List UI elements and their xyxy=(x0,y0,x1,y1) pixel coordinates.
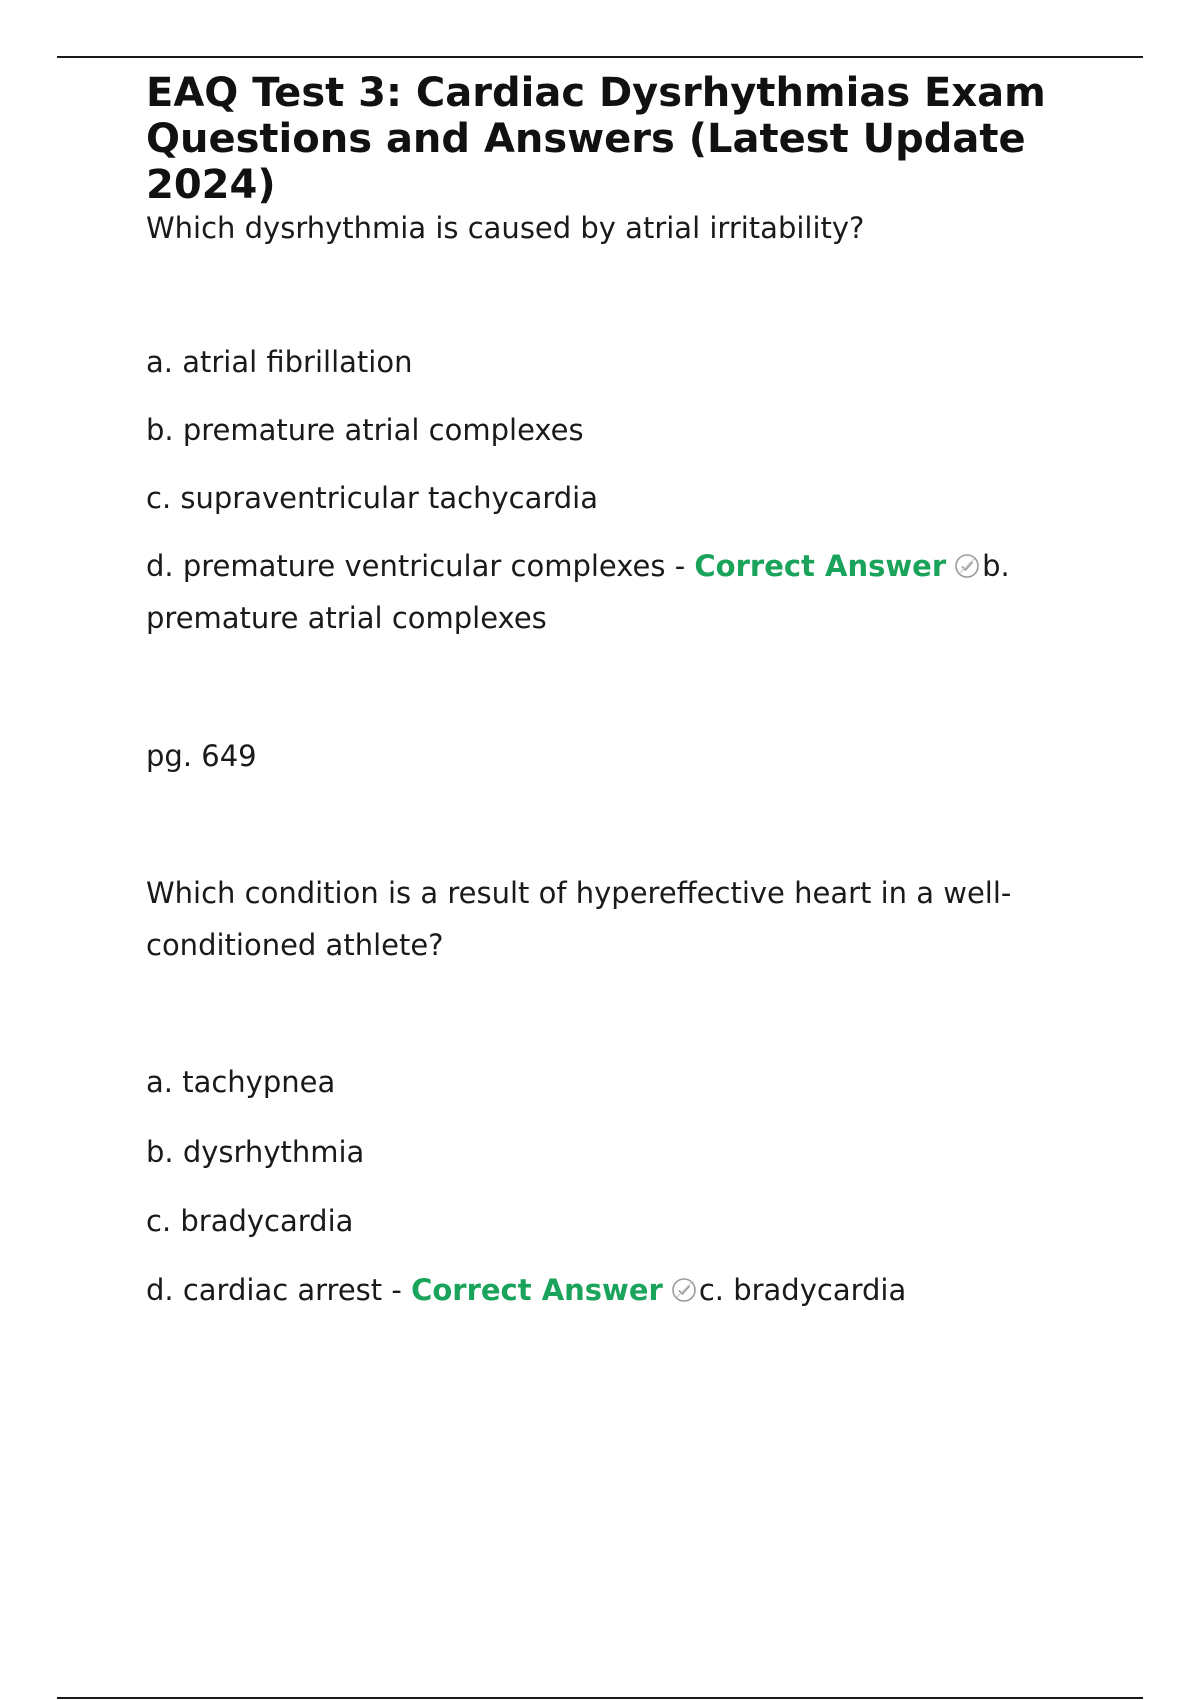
question-2-option-d-with-answer xyxy=(146,1264,1076,1316)
question-1-option-d-with-answer xyxy=(146,540,1076,644)
check-circle-icon xyxy=(671,1277,697,1303)
check-circle-icon xyxy=(954,553,980,579)
question-1-option-d: d. premature ventricular complexes - xyxy=(146,549,695,583)
correct-answer-text: b. premature atrial complexes xyxy=(146,549,1010,635)
question-2-prompt: Which condition is a result of hypereffective heart in a well-conditioned athlete? xyxy=(146,876,1012,962)
question-2-option-c: c. bradycardia xyxy=(146,1204,354,1238)
question-2-option-a: a. tachypnea xyxy=(146,1065,336,1099)
correct-answer-text: c. bradycardia xyxy=(698,1273,907,1307)
bottom-rule xyxy=(57,1697,1143,1699)
document-title: EAQ Test 3: Cardiac Dysrhythmias Exam Questions and Answers (Latest Update 2024) xyxy=(146,70,1046,208)
document-body xyxy=(146,70,1076,1316)
top-rule xyxy=(57,56,1143,58)
question-2-option-d: d. cardiac arrest - xyxy=(146,1273,412,1307)
question-1-option-a: a. atrial fibrillation xyxy=(146,345,413,379)
question-2-option-b: b. dysrhythmia xyxy=(146,1135,365,1169)
question-1-option-b: b. premature atrial complexes xyxy=(146,413,584,447)
correct-answer-label: Correct Answer xyxy=(694,549,947,583)
correct-answer-label: Correct Answer xyxy=(411,1273,663,1307)
question-1-option-c: c. supraventricular tachycardia xyxy=(146,481,598,515)
page-reference: pg. 649 xyxy=(146,739,257,773)
question-1-prompt: Which dysrhythmia is caused by atrial irritability? xyxy=(146,211,865,245)
